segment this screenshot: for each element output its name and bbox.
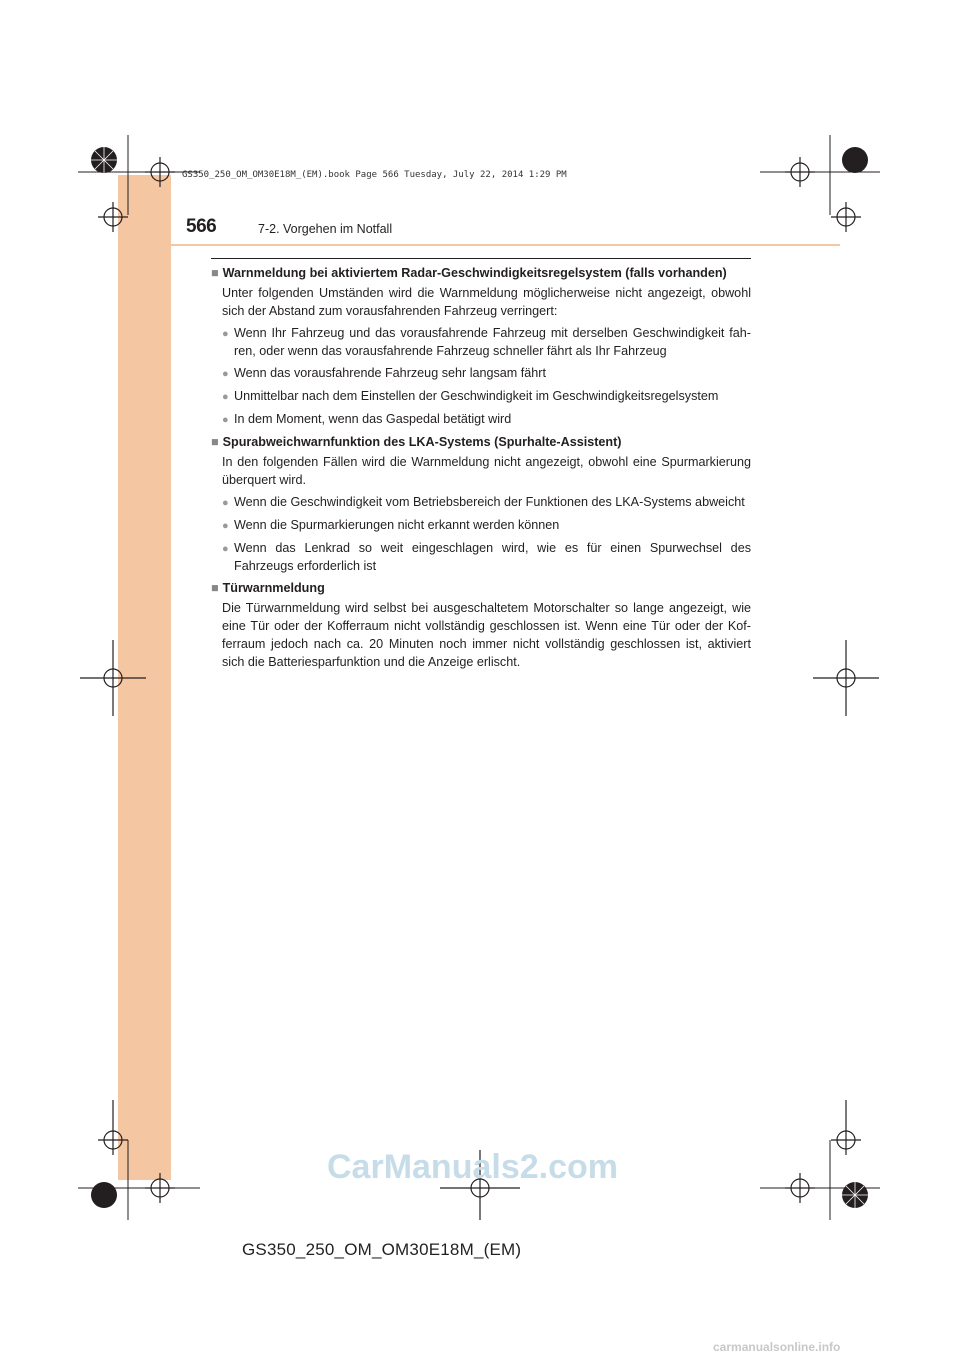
section-heading: ■ Warnmeldung bei aktiviertem Radar-Geschwindigkeitsregelsystem (falls vorhanden) — [211, 266, 727, 280]
square-bullet-icon: ■ — [211, 435, 219, 449]
crosshair-right-mid — [813, 640, 879, 716]
list-item: ● Wenn Ihr Fahrzeug und das vorausfahrende Fahrzeug mit derselben Geschwindigkeit fah-ren, oder wenn das vorausfahrende Fahrzeug schneller fährt als Ihr Fahrzeug — [222, 326, 751, 358]
carmanuals-watermark[interactable]: CarManuals2.com — [327, 1148, 618, 1186]
list-item: ● Wenn die Geschwindigkeit vom Betriebsbereich der Funktionen des LKA-Systems abweicht — [222, 493, 751, 512]
starburst-top-left — [91, 147, 117, 173]
square-bullet-icon: ■ — [211, 266, 219, 280]
section-heading: ■ Türwarnmeldung — [211, 581, 325, 595]
list-item: ● Wenn die Spurmarkierungen nicht erkannt werden können — [222, 516, 751, 535]
round-bullet-icon: ● — [222, 328, 229, 340]
round-bullet-icon: ● — [222, 391, 229, 403]
round-bullet-icon: ● — [222, 497, 229, 509]
starburst-bottom-right — [842, 1182, 868, 1208]
list-item: ● In dem Moment, wenn das Gaspedal betätigt wird — [222, 410, 751, 429]
chapter-sidebar-tab — [118, 175, 171, 1180]
crosshair-right-2 — [831, 1100, 861, 1155]
crosshair-bottom-right — [785, 1173, 815, 1203]
round-bullet-icon: ● — [222, 543, 229, 555]
online-watermark[interactable]: carmanualsonline.info — [713, 1340, 841, 1354]
round-bullet-icon: ● — [222, 414, 229, 426]
page-number: 566 — [186, 216, 217, 237]
square-bullet-icon: ■ — [211, 581, 219, 595]
list-item: ● Wenn das vorausfahrende Fahrzeug sehr langsam fährt — [222, 364, 751, 383]
crosshair-top-right-a — [785, 157, 815, 187]
round-bullet-icon: ● — [222, 368, 229, 380]
section-radar-warning — [211, 264, 751, 429]
dot-bottom-left — [91, 1182, 117, 1208]
section-intro: Die Türwarnmeldung wird selbst bei ausgeschaltetem Motorschalter so lange angezeigt, wie eine Tür oder der Kofferraum nicht vollständig geschlossen ist. Wenn eine Tür oder der Kof-ferraum jedoch nach ca. 20 Minuten noch immer nicht vollständig geschlossen ist, aktiviert sich die Batteriesparfunktion und die Anzeige erlischt. — [222, 601, 751, 669]
main-content — [211, 258, 751, 675]
round-bullet-icon: ● — [222, 520, 229, 532]
section-door-warning — [211, 579, 751, 671]
print-book-info: GS350_250_OM_OM30E18M_(EM).book Page 566 Tuesday, July 22, 2014 1:29 PM — [182, 170, 567, 180]
footer-document-code: GS350_250_OM_OM30E18M_(EM) — [242, 1240, 522, 1259]
list-item: ● Wenn das Lenkrad so weit eingeschlagen wird, wie es für einen Spurwechsel des Fahrzeugs erforderlich ist — [222, 541, 751, 573]
section-intro: In den folgenden Fällen wird die Warnmeldung nicht angezeigt, obwohl eine Spurmarkierung überquert wird. — [222, 455, 751, 487]
section-lka-warning — [211, 433, 751, 575]
crosshair-right-1 — [831, 202, 861, 232]
dot-top-right — [842, 147, 868, 173]
section-heading: ■ Spurabweichwarnfunktion des LKA-Systems (Spurhalte-Assistent) — [211, 435, 622, 449]
list-item: ● Unmittelbar nach dem Einstellen der Geschwindigkeit im Geschwindigkeitsregelsystem — [222, 387, 751, 406]
section-intro: Unter folgenden Umständen wird die Warnmeldung möglicherweise nicht angezeigt, obwohl sich der Abstand zum vorausfahrenden Fahrzeug verringert: — [222, 286, 751, 318]
header-rule — [118, 244, 840, 246]
section-title: 7-2. Vorgehen im Notfall — [258, 222, 393, 236]
